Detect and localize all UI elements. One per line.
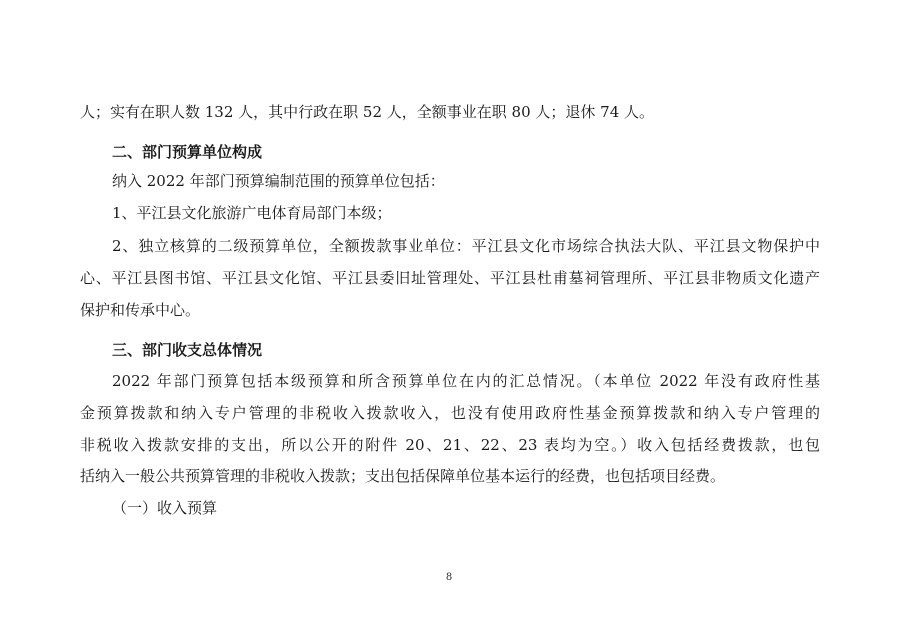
list-item-unit-2-line-1: 2、独立核算的二级预算单位，全额拨款事业单位：平江县文化市场综合执法大队、平江县文物保护中 (112, 237, 820, 255)
paragraph-line-overview-2: 金预算拨款和纳入专户管理的非税收入拨款收入，也没有使用政府性基金预算拨款和纳入专户管理的 (80, 404, 820, 422)
paragraph-line-overview-3: 非税收入拨款安排的支出，所以公开的附件 20、21、22、23 表均为空。）收入包括经费拨款，也包 (80, 436, 820, 454)
list-item-unit-1: 1、平江县文化旅游广电体育局部门本级； (112, 204, 392, 222)
list-item-unit-2-line-2: 心、平江县图书馆、平江县文化馆、平江县委旧址管理处、平江县杜甫墓祠管理所、平江县非物质文化遗产 (80, 269, 820, 287)
paragraph-line-overview-4: 括纳入一般公共预算管理的非税收入拨款；支出包括保障单位基本运行的经费，也包括项目经费。 (80, 467, 726, 485)
paragraph-line-staff-count: 人；实有在职人数 132 人，其中行政在职 52 人，全额事业在职 80 人；退休 74 人。 (80, 103, 655, 121)
subsection-heading-income-budget: （一）收入预算 (112, 499, 218, 517)
page-number: 8 (445, 572, 453, 583)
paragraph-line-budget-scope: 纳入 2022 年部门预算编制范围的预算单位包括： (112, 172, 445, 190)
list-item-unit-2-line-3: 保护和传承中心。 (80, 301, 201, 319)
section-heading-budget-units: 二、部门预算单位构成 (112, 143, 263, 161)
section-heading-income-expense: 三、部门收支总体情况 (112, 341, 263, 359)
paragraph-line-overview-1: 2022 年部门预算包括本级预算和所含预算单位在内的汇总情况。（本单位 2022 年没有政府性基 (112, 372, 820, 390)
